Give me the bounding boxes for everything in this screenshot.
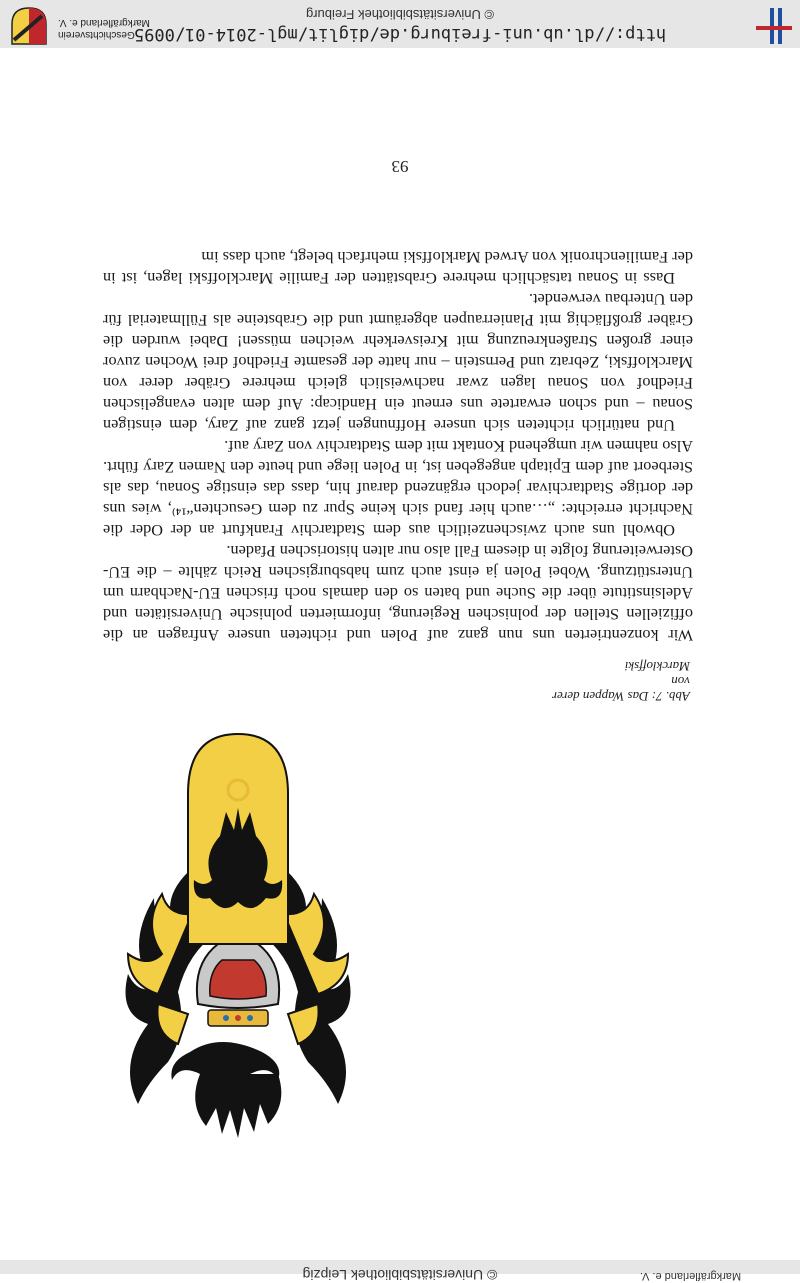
footer-copyright: © Universitätsbibliothek Freiburg: [305, 7, 495, 22]
society-line-2: Markgräflerland e. V.: [58, 17, 150, 28]
paragraph-1: Wir konzentrierten uns nun ganz auf Polen und richteten unsere Anfragen an die offiziellen Stellen der polnischen Regierung, informierten polnische Universitäten und Adelsinstitute über die Suche und baten so den damals noch frischen EU-Nachbarn um Unterstützung. Wobei Polen ja einst auch zum habsburgischen Reich zählte – die EU-Osterweiterung folgte in diesem Fall also nur alten historischen Pfaden.: [103, 542, 693, 645]
footer-url[interactable]: http://dl.ub.uni-freiburg.de/diglit/mgl-2014-01/0095: [133, 24, 667, 44]
header-left-text: Markgräflerland e. V.: [640, 1270, 742, 1282]
crest-demon-head: [171, 1042, 281, 1138]
caption-line-1: Abb. 7: Das Wappen derer von: [551, 674, 690, 704]
paragraph-3: Und natürlich richteten sich unsere Hoffnungen jetzt ganz auf Zary, dem einstigen Sonau – und schon erwartete uns erneut ein Handicap: Auf dem alten evangelischen Friedhof von Sonau lagen zwar nachweislich gleich mehrere Gräber derer von Marckloffski, Zebratz und Pernstein – nur hatte der gesamte Friedhof drei Wochen zuvor einer großen Straßenkreuzung mit Kreisverkehr weichen müssen! Dabei wurden die Gräber großflächig mit Planierraupen abgeräumt und die Grabsteine als Füllmaterial für den Unterbau verwendet.: [103, 290, 693, 435]
coat-of-arms-figure: [118, 704, 358, 1144]
header-copyright: © Universitätsbibliothek Leipzig: [302, 1267, 498, 1283]
caption-line-2: Marckloffski: [624, 659, 690, 674]
society-name: [58, 16, 150, 40]
body-text: [103, 247, 693, 646]
viewer-footer: [0, 0, 800, 48]
paragraph-4: Dass in Sonau tatsächlich mehrere Grabstätten der Familie Marckloffski lagen, ist in der Familienchronik von Arwed Markloffski mehrfach belegt, auch dass im: [103, 248, 693, 288]
figure-caption: [530, 659, 690, 704]
viewer-header-strip: [0, 1260, 800, 1283]
society-line-1: Geschichtsverein: [58, 29, 135, 40]
society-crest-icon: [8, 6, 50, 46]
page-number: 93: [391, 157, 409, 176]
paragraph-2: Obwohl uns auch zwischenzeitlich aus dem Stadtarchiv Frankfurt an der Oder die Nachricht erreichte: „…auch hier fand sich keine Spur zu dem Gesuchten“¹⁴⁾, wies uns der dortige Stadtarchivar jedoch ergänzend darauf hin, dass das einstige Sonau, das als Sterbeort auf dem Epitaph angegeben ist, in Polen liege und heute den Namen Zary führt. Also nahmen wir umgehend Kontakt mit dem Stadtarchiv von Zary auf.: [103, 437, 693, 540]
